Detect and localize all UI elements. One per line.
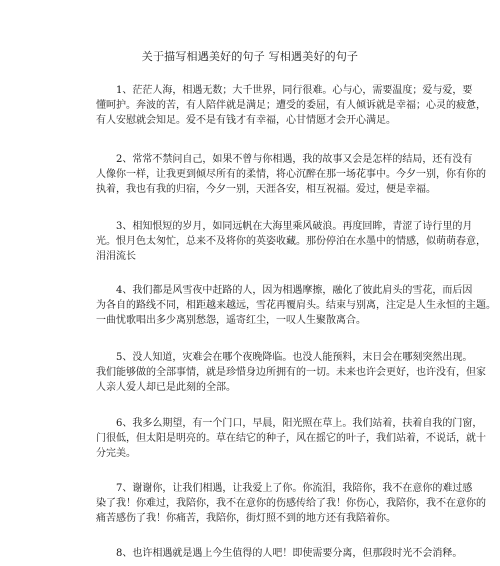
paragraph-line: 1、茫茫人海，相遇无数；大千世界，同行很难。心与心，需要温度；爱与爱，要 [116, 85, 473, 96]
document-title: 关于描写相遇美好的句子 写相遇美好的句子 [141, 50, 359, 63]
paragraph-line: 为各自的路线不同，相距越来越远，雪花再覆肩头。结束与别离，注定是人生永恒的主题。 [96, 300, 496, 311]
paragraph-4 [96, 283, 496, 328]
paragraph-line: 一曲忧歌唱出多少离别愁怨，遥寄红尘，一叹人生聚散离合。 [96, 315, 366, 326]
paragraph-line: 5、没人知道，灾难会在哪个夜晚降临。也没人能预料，末日会在哪刻突然出现。 [116, 352, 473, 363]
paragraph-line: 有人安慰就会知足。爱不是有钱才有幸福，心甘情愿才会开心满足。 [96, 115, 396, 126]
paragraph-line: 3、相知恨短的岁月，如同远帆在大海里乘风破浪。再度回眸，青涩了诗行里的月 [116, 221, 473, 232]
paragraph-line: 染了我！你难过，我陪你，我不在意你的伤感传给了我！你伤心，我陪你，我不在意你的 [96, 498, 486, 509]
paragraph-line: 懂呵护。奔波的苦，有人陪伴就是满足；遭受的委屈，有人倾诉就是幸福；心灵的疲惫， [96, 100, 486, 111]
paragraph-7 [96, 481, 486, 526]
paragraph-line: 涓涓流长 [96, 251, 136, 262]
paragraph-line: 门很低，但太阳是明亮的。草在结它的种子，风在摇它的叶子，我们站着，不说话，就十 [96, 433, 486, 444]
paragraph-line: 执着，我也有我的归宿，今夕一别，天涯各安，相互祝福。爱过，便是幸福。 [96, 184, 436, 195]
paragraph-5 [96, 350, 486, 395]
paragraph-line: 人亲人爱人却已是此刻的全部。 [96, 382, 236, 393]
paragraph-2 [96, 152, 486, 197]
paragraph-line: 2、常常不禁问自己，如果不曾与你相遇，我的故事又会是怎样的结局，还有没有 [116, 154, 473, 165]
paragraph-line: 4、我们都是风雪夜中赶路的人，因为相遇摩擦，融化了彼此肩头的雪花，而后因 [116, 285, 473, 296]
paragraph-line: 6、我多么期望，有一个门口，早晨，阳光照在草上。我们站着，扶着自我的门窗， [116, 418, 483, 429]
paragraph-line: 人像你一样，让我更到倾尽所有的柔情，将心沉醉在那一场花事中。今夕一别，你有你的 [96, 169, 486, 180]
paragraph-line: 7、谢谢你，让我们相遇，让我爱上了你。你流泪，我陪你，我不在意你的难过感 [116, 483, 473, 494]
paragraph-8 [96, 546, 463, 561]
paragraph-line: 8、也许相遇就是遇上今生值得的人吧！即使需要分离，但那段时光不会消释。 [116, 548, 463, 559]
paragraph-line: 分完美。 [96, 448, 136, 459]
paragraph-line: 我们能够做的全部事情，就是珍惜身边所拥有的一切。未来也许会更好，也许没有，但家 [96, 367, 486, 378]
paragraph-3 [96, 219, 486, 264]
paragraph-6 [96, 416, 486, 461]
paragraph-1 [96, 83, 486, 128]
paragraph-line: 痛苦感伤了我！你痛苦，我陪你，街灯照不到的地方还有我陪着你。 [96, 513, 396, 524]
paragraph-line: 光。恨月色太匆忙，总来不及将你的英姿收藏。那份停泊在水墨中的情感，似萌萌春意， [96, 236, 486, 247]
